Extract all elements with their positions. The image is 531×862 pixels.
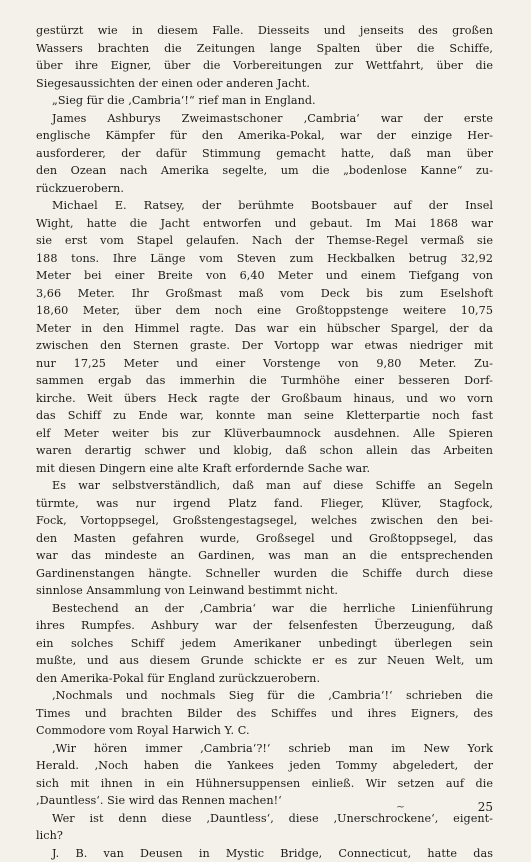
text-line: mußte, und aus diesem Grunde schickte er es zur Neuen Welt, um xyxy=(36,652,493,670)
text-line: Meter bei einer Breite von 6,40 Meter und einem Tiefgang von xyxy=(36,267,493,285)
text-line: nur 17,25 Meter und einer Vorstenge von 9,80 Meter. Zu- xyxy=(36,355,493,373)
text-line: sich mit ihnen in ein Hühnersuppensen einließ. Wir setzen auf die xyxy=(36,775,493,793)
text-line: sie erst vom Stapel gelaufen. Nach der Themse-Regel vermaß sie xyxy=(36,232,493,250)
text-line: ein solches Schiff jedem Amerikaner unbedingt überlegen sein xyxy=(36,635,493,653)
text-line: ‚Dauntless‘. Sie wird das Rennen machen!‘ xyxy=(36,792,493,810)
text-line: sammen ergab das immerhin die Turmhöhe einer besseren Dorf- xyxy=(36,372,493,390)
text-line: ‚Wir hören immer ‚Cambria‘?!‘ schrieb man im New York xyxy=(36,740,493,758)
text-line: englische Kämpfer für den Amerika-Pokal, war der einzige Her- xyxy=(36,127,493,145)
text-line: über ihre Eigner, über die Vorbereitungen zur Wettfahrt, über die xyxy=(36,57,493,75)
text-line: türmte, was nur irgend Platz fand. Flieger, Klüver, Stagfock, xyxy=(36,495,493,513)
text-line: Siegesaussichten der einen oder anderen Jacht. xyxy=(36,75,493,93)
text-line: sinnlose Ansammlung von Leinwand bestimmt nicht. xyxy=(36,582,493,600)
text-line: lich? xyxy=(36,827,493,845)
text-line: Meter in den Himmel ragte. Das war ein hübscher Spargel, der da xyxy=(36,320,493,338)
text-line: Wassers brachten die Zeitungen lange Spalten über die Schiffe, xyxy=(36,40,493,58)
text-line: 188 tons. Ihre Länge vom Steven zum Heckbalken betrug 32,92 xyxy=(36,250,493,268)
text-line: J. B. van Deusen in Mystic Bridge, Connecticut, hatte das xyxy=(36,845,493,862)
text-line: den Masten gefahren wurde, Großsegel und Großtoppsegel, das xyxy=(36,530,493,548)
text-line: zwischen den Sternen graste. Der Vortopp war etwas niedriger mit xyxy=(36,337,493,355)
text-line: Gardinenstangen hängte. Schneller wurden die Schiffe durch diese xyxy=(36,565,493,583)
text-line: ihres Rumpfes. Ashbury war der felsenfesten Überzeugung, daß xyxy=(36,617,493,635)
text-line: Herald. ‚Noch haben die Yankees jeden Tommy abgeledert, der xyxy=(36,757,493,775)
text-line: Wight, hatte die Jacht entworfen und gebaut. Im Mai 1868 war xyxy=(36,215,493,233)
text-line: das Schiff zu Ende war, konnte man seine Kletterpartie noch fast xyxy=(36,407,493,425)
text-line: 3,66 Meter. Ihr Großmast maß vom Deck bis zum Eselshoft xyxy=(36,285,493,303)
text-line: Michael E. Ratsey, der berühmte Bootsbauer auf der Insel xyxy=(36,197,493,215)
text-line: Times und brachten Bilder des Schiffes und ihres Eigners, des xyxy=(36,705,493,723)
text-line: den Ozean nach Amerika segelte, um die „bodenlose Kanne“ zu- xyxy=(36,162,493,180)
page-number: 25 xyxy=(478,800,493,814)
text-line: ‚Nochmals und nochmals Sieg für die ‚Cambria‘!‘ schrieben die xyxy=(36,687,493,705)
text-line: Wer ist denn diese ‚Dauntless‘, diese ‚Unerschrockene‘, eigent- xyxy=(36,810,493,828)
footer-mark: ~ xyxy=(396,800,405,813)
text-line: den Amerika-Pokal für England zurückzuerobern. xyxy=(36,670,493,688)
text-line: 18,60 Meter, über dem noch eine Großtoppstenge weitere 10,75 xyxy=(36,302,493,320)
text-line: „Sieg für die ‚Cambria‘!“ rief man in England. xyxy=(36,92,493,110)
text-line: Es war selbstverständlich, daß man auf diese Schiffe an Segeln xyxy=(36,477,493,495)
text-line: James Ashburys Zweimastschoner ‚Cambria‘ war der erste xyxy=(36,110,493,128)
text-line: gestürzt wie in diesem Falle. Diesseits und jenseits des großen xyxy=(36,22,493,40)
body-text xyxy=(36,22,493,862)
text-line: Fock, Vortoppsegel, Großstengestagsegel, welches zwischen den bei- xyxy=(36,512,493,530)
text-line: rückzuerobern. xyxy=(36,180,493,198)
text-line: kirche. Weit übers Heck ragte der Großbaum hinaus, und wo vorn xyxy=(36,390,493,408)
text-line: waren derartig schwer und klobig, daß schon allein das Arbeiten xyxy=(36,442,493,460)
text-line: war das mindeste an Gardinen, was man an die entsprechenden xyxy=(36,547,493,565)
page-footer xyxy=(36,800,493,816)
text-line: ausforderer, der dafür Stimmung gemacht hatte, daß man über xyxy=(36,145,493,163)
text-line: Bestechend an der ‚Cambria‘ war die herrliche Linienführung xyxy=(36,600,493,618)
text-line: Commodore vom Royal Harwich Y. C. xyxy=(36,722,493,740)
text-line: mit diesen Dingern eine alte Kraft erfordernde Sache war. xyxy=(36,460,493,478)
text-line: elf Meter weiter bis zur Klüverbaumnock ausdehnen. Alle Spieren xyxy=(36,425,493,443)
